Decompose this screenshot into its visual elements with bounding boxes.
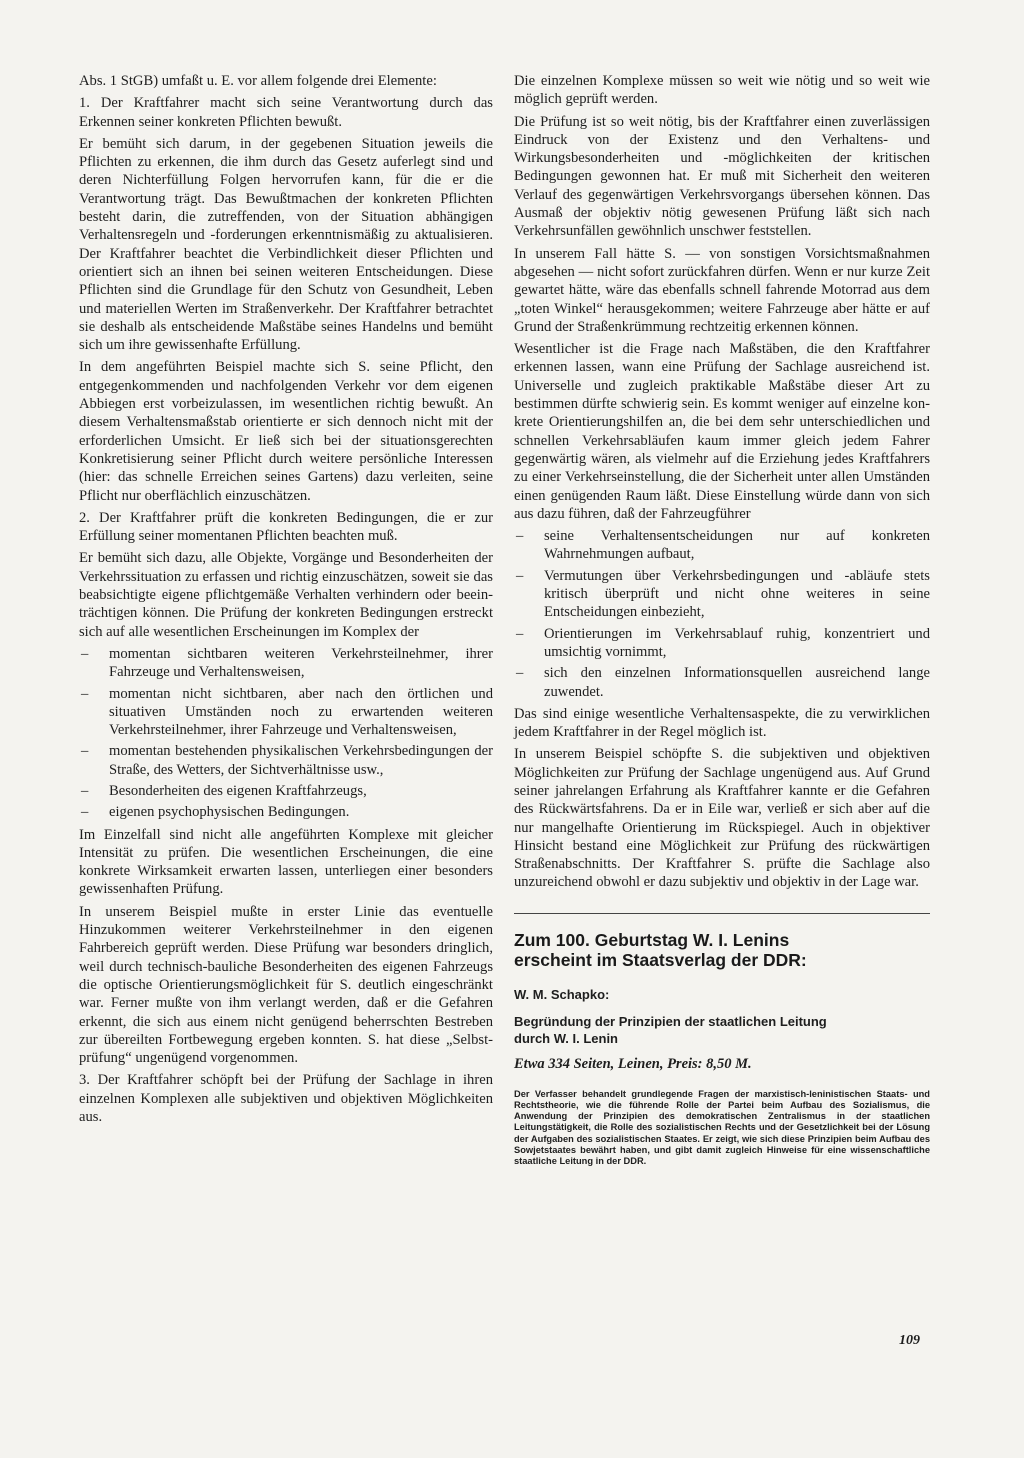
paragraph-element-2: 2. Der Kraftfahrer prüft die konkreten Bedingungen, die er zur Erfüllung seiner momentanen Pflichten beachten muß. (79, 509, 493, 545)
dash-bullet-icon: – (81, 743, 89, 760)
book-description: Der Verfasser behandelt grundlegende Fragen der marxistisch-leninistischen Staats- und Rechtstheorie, wie die führende Rolle der Partei beim Aufbau des Sozialismus, die Anwendung der Prinzipien des demokratischen Zentralismus in der staatlichen Leitungstätigkeit, die Rolle des sozialistischen Rechts und der Gesetzlichkeit bei der Lösung der Aufgaben des sozialistischen Staates. Er zeigt, wie sich diese Prinzipien beim Aufbau des Sowjetstaates bewährt haben, und gibt damit zugleich Hinweise für eine wissenschaftliche staatliche Leitung in der DDR. (514, 1088, 930, 1166)
paragraph: Die einzelnen Komplexe müssen so weit wie nötig und so weit wie möglich geprüft werden. (514, 73, 930, 108)
dash-bullet-icon: – (81, 804, 89, 821)
book-author: W. M. Schapko: (514, 986, 610, 1002)
dash-bullet-icon: – (516, 665, 524, 682)
paragraph: Er bemüht sich darum, in der gegebenen Situation jeweils die Pflichten zu erkennen, die ihm durch das Gesetz auferlegt sind und deren Nichterfüllung Folgen hervorrufen kann, für die er die Verantwortung trägt. Das Bewußtmachen der konkreten Pflichten besteht darin, die zutreffenden, von der Situation abhängigen Verhaltensregeln und -forderungen erkenntnismäßig zu aktualisieren. Der Kraftfahrer beachtet die Verbindlichkeit dieser Pflichten und orientiert sich an ihnen bei seinen weiteren Entscheidungen. Diese Pflichten sind die Grundlage für den Schutz von Gesundheit, Leben und materiellen Werten im Straßenverkehr. Der Kraftfahrer betrachtet sie deshalb als entscheidende Maßstäbe seines Handelns und bemüht sich um ihre gewissenhafte Erfüllung. (79, 135, 493, 354)
advertisement-heading: Zum 100. Geburtstag W. I. Lenins erscheint im Staatsverlag der DDR: (514, 929, 807, 970)
paragraph: Abs. 1 StGB) umfaßt u. E. vor allem folgende drei Elemente: (79, 73, 437, 89)
paragraph: In dem angeführten Beispiel machte sich S. seine Pflicht, den entgegenkommenden und nachfolgenden Verkehr vor dem eigenen Abbiegen erst vorbeizulassen, im wesentlichen richtig bewußt. An diesem Verhaltensmaßstab orientierte er sich dennoch nicht mit der erforderlichen Umsicht. Er ließ sich bei der situationsgerechten Konkretisierung seiner Pflicht durch weitere persönliche Interessen (hier: das schnelle Erreichen seines Gartens) dazu verleiten, seine Pflicht nur oberflächlich einzuschätzen. (79, 359, 493, 504)
paragraph: Das sind einige wesentliche Verhaltensaspekte, die zu verwirklichen jedem Kraftfahrer in der Regel möglich ist. (514, 705, 930, 741)
list-item: – momentan nicht sichtbaren, aber nach den örtlichen und situativen Umständen noch zu erwartenden weiteren Verkehrsteilnehmer, ihrer Fahrzeuge und Verhaltensweisen, (81, 685, 493, 739)
page-number: 109 (899, 1333, 920, 1348)
dash-bullet-icon: – (81, 782, 89, 799)
book-advertisement (514, 930, 930, 1167)
dash-bullet-icon: – (516, 528, 524, 545)
paragraph: In unserem Beispiel mußte in erster Linie das eventuelle Hinzukommen weiterer Verkehrsteilnehmer in den eigenen Fahrbereich geprüft werden. Diese Prüfung war besonders dringlich, weil durch technisch-bauliche Besonderheiten des eigenen Fahrzeugs die optische Orientierungsmöglichkeit für S. deutlich eingeschränkt war. Ferner mußte von ihm verlangt werden, daß er die Gefahren erkennt, die sich aus einem nicht genügend beherrschten Bestreben zur übereilten Fortbewegung ergeben konnten. S. hat diese „Selbstprüfung“ ungenügend vorgenommen. (79, 903, 493, 1067)
paragraph-element-1: 1. Der Kraftfahrer macht sich seine Verantwortung durch das Erkennen seiner konkreten Pflichten bewußt. (79, 95, 493, 130)
condition-complex-list (79, 645, 493, 822)
paragraph: In unserem Beispiel schöpfte S. die subjektiven und objektiven Möglichkeiten zur Prüfung der Sachlage ungenügend aus. Auf Grund seiner jahrelangen Erfahrung als Kraftfahrer kannte er die Gefahren des Rückwärtsfahrens. Da er in Eile war, verließ er sich aber auf die nur mangelhafte Orientierung im Rückspiegel. Auch in objektiver Hinsicht bestand eine Möglichkeit zur Prüfung des rückwärtigen Straßenabschnitts. Der Kraftfahrer S. prüfte die Sachlage also unzureichend obwohl er dazu subjektiv und objektiv in der Lage war. (514, 746, 930, 891)
paragraph: Er bemüht sich dazu, alle Objekte, Vorgänge und Besonderheiten der Verkehrssituation zu erfassen und richtig einzuschätzen, soweit sie das beabsichtigte eigene pflichtgemäße Verhalten verhindern oder beeinträchtigen können. Die Prüfung der konkreten Bedingungen erstreckt sich auf alle wesentlichen Erscheinungen im Komplex der (79, 550, 493, 640)
paragraph: Die Prüfung ist so weit nötig, bis der Kraftfahrer einen zuverlässigen Eindruck von der Existenz und den Verhaltens- und Wirkungsbesonderheiten und -möglichkeiten der kritischen Bedingungen gewonnen hat. Er muß mit Sicherheit den weiteren Verlauf des gegenwärtigen Verkehrsvorgangs übersehen können. Das Ausmaß der objektiv nötig gewesenen Prüfung läßt sich nach Verkehrsunfällen gewöhnlich unschwer feststellen. (514, 113, 930, 240)
dash-bullet-icon: – (516, 567, 524, 584)
behavior-list (514, 527, 930, 701)
dash-bullet-icon: – (81, 685, 89, 702)
list-item: – eigenen psychophysischen Bedingungen. (81, 804, 350, 821)
list-item: – sich den einzelnen Informationsquellen ausreichend lange zuwendet. (516, 665, 930, 700)
left-column (79, 72, 493, 1130)
dash-bullet-icon: – (516, 625, 524, 642)
section-divider (514, 913, 930, 914)
paragraph: Im Einzelfall sind nicht alle angeführten Komplexe mit gleicher Intensität zu prüfen. Die wesentlichen Erscheinungen, die eine konkrete Wirksamkeit erwarten lassen, unterliegen einer besonders gewissenhaften Prüfung. (79, 826, 493, 898)
list-item: – seine Verhaltensentscheidungen nur auf konkreten Wahrnehmungen aufbaut, (516, 528, 930, 563)
paragraph-element-3: 3. Der Kraftfahrer schöpft bei der Prüfung der Sachlage in ihren einzelnen Komplexen alle subjektiven und objektiven Möglichkeiten aus. (79, 1072, 493, 1126)
book-details: Etwa 334 Seiten, Leinen, Preis: 8,50 M. (514, 1055, 752, 1072)
list-item: – Besonderheiten des eigenen Kraftfahrzeugs, (81, 782, 367, 799)
dash-bullet-icon: – (81, 645, 89, 662)
list-item: – Orientierungen im Verkehrsablauf ruhig, konzentriert und umsichtig vornimmt, (516, 625, 930, 660)
list-item: – Vermutungen über Verkehrsbedingungen und -abläufe stets kritisch überprüft und nicht ohne weiteres in seine Entscheidungen einbezieht, (516, 567, 930, 621)
list-item: – momentan sichtbaren weiteren Verkehrsteilnehmer, ihrer Fahrzeuge und Verhaltensweisen, (81, 645, 493, 681)
book-title: Begründung der Prinzipien der staatlichen Leitung durch W. I. Lenin (514, 1013, 827, 1046)
paragraph: Wesentlicher ist die Frage nach Maßstäben, die den Kraftfahrer erkennen lassen, wann eine Prüfung der Sachlage ausreichend ist. Universelle und zugleich praktikable Maßstäbe dieser Art zu bestimmen dürfte schwierig sein. Es kommt weniger auf einzelne konkrete Orientierungshilfen an, die bei dem sehr unterschiedlichen und schnellen Verkehrsabläufen kaum immer gleich jedem Fahrer gegenwärtig wären, als vielmehr auf die Erziehung jedes Kraftfahrers zu einer Verkehrseinstellung, die der Sicherheit unter allen Umständen einen genügenden Raum läßt. Diese Einstellung würde dann von sich aus dazu führen, daß der Fahrzeugführer (514, 341, 930, 522)
list-item: – momentan bestehenden physikalischen Verkehrsbedingungen der Straße, des Wetters, der Sichtverhältnisse usw., (81, 743, 493, 778)
paragraph: In unserem Fall hätte S. — von sonstigen Vorsichtsmaßnahmen abgesehen — nicht sofort zurückfahren dürfen. Wenn er nur kurze Zeit gewartet hätte, wäre das ebenfalls schnell fahrende Motorrad aus dem „toten Winkel“ herausgekommen; weitere Fahrzeuge aber hätte er auf Grund der Straßenkrümmung rechtzeitig erkennen können. (514, 245, 930, 335)
right-column (514, 72, 930, 1167)
